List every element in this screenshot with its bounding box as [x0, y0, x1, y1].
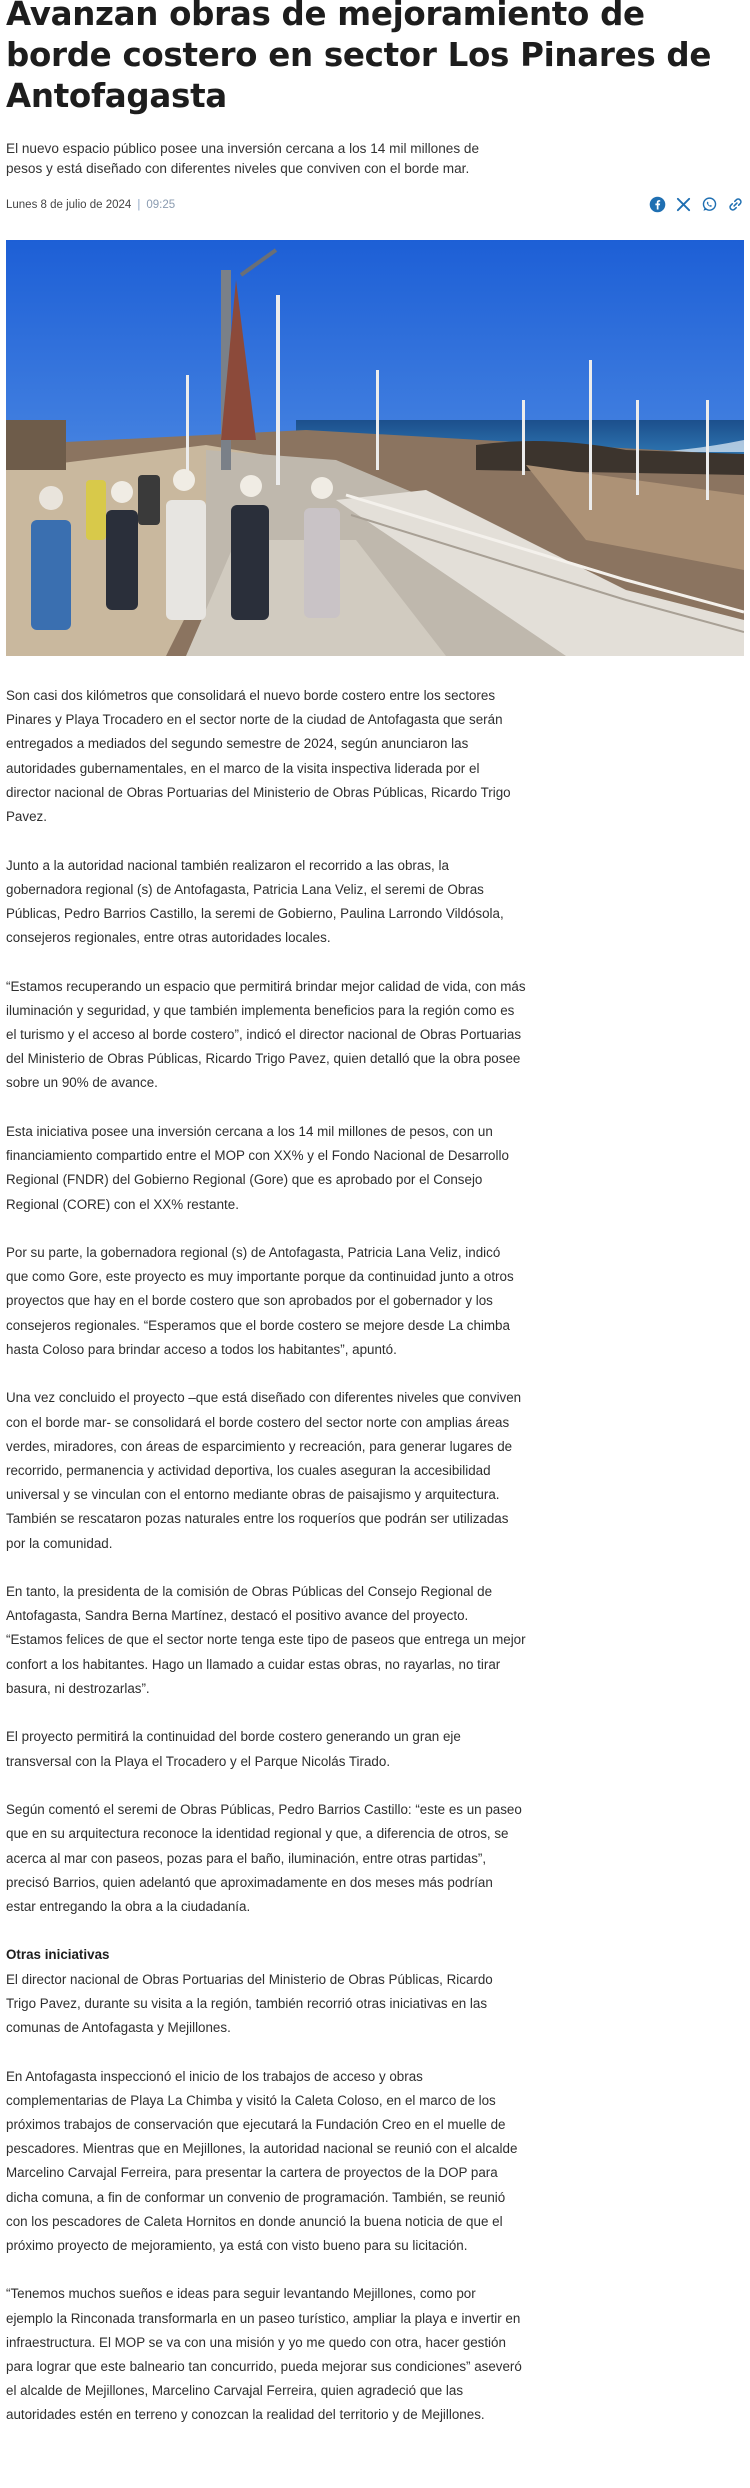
article-subtitle: El nuevo espacio público posee una inversión cercana a los 14 mil millones de pesos y está diseñado con diferentes niveles que conviven con el borde mar. [6, 141, 480, 176]
body-paragraph: Esta iniciativa posee una inversión cercana a los 14 mil millones de pesos, con un financiamiento compartido entre el MOP con XX% y el Fondo Nacional de Desarrollo Regional (FNDR) del Gobierno Regional (Gore) que es aprobado por el Consejo Regional (CORE) con el XX% restante. [6, 1123, 509, 1212]
link-icon[interactable] [727, 196, 744, 213]
share-bar [649, 196, 744, 213]
body-paragraph: El proyecto permitirá la continuidad del borde costero generando un gran eje transversal con la Playa el Trocadero y el Parque Nicolás Tirado. [6, 1729, 461, 1769]
publish-date: Lunes 8 de julio de 2024 [6, 199, 132, 211]
hero-photo [6, 240, 744, 656]
whatsapp-icon[interactable] [701, 196, 718, 213]
article-body [6, 684, 526, 2452]
x-icon[interactable] [675, 196, 692, 213]
section-heading: Otras iniciativas [6, 1947, 110, 1963]
body-paragraph: Una vez concluido el proyecto –que está diseñado con diferentes niveles que conviven con el borde mar- se consolidará el borde costero del sector norte con amplias áreas verdes, miradores, con áreas de esparcimiento y recreación, para generar lugares de recorrido, permanencia y actividad deportiva, los cuales aseguran la accesibilidad universal y se vinculan con el entorno mediante obras de paisajismo y arquitectura. También se rescataron pozas naturales entre los roqueríos que podrán ser utilizadas por la comunidad. [6, 1390, 522, 1551]
body-paragraph: Son casi dos kilómetros que consolidará el nuevo borde costero entre los sectores Pinares y Playa Trocadero en el sector norte de la ciudad de Antofagasta que serán entregados a mediados del segundo semestre de 2024, según anunciaron las autoridades gubernamentales, en el marco de la visita inspectiva liderada por el director nacional de Obras Portuarias del Ministerio de Obras Públicas, Ricardo Trigo Pavez. [6, 688, 511, 825]
article-meta [6, 199, 175, 211]
body-paragraph: El director nacional de Obras Portuarias del Ministerio de Obras Públicas, Ricardo Trigo Pavez, durante su visita a la región, también recorrió otras iniciativas en las comunas de Antofagasta y Mejillones. [6, 1971, 493, 2036]
body-paragraph: “Estamos recuperando un espacio que permitirá brindar mejor calidad de vida, con más iluminación y seguridad, y que también implementa beneficios para la región como es el turismo y el acceso al borde costero”, indicó el director nacional de Obras Portuarias del Ministerio de Obras Públicas, Ricardo Trigo Pavez, quien detalló que la obra posee sobre un 90% de avance. [6, 978, 526, 1091]
facebook-icon[interactable] [649, 196, 666, 213]
body-paragraph: “Tenemos muchos sueños e ideas para seguir levantando Mejillones, como por ejemplo la Rinconada transformarla en un paseo turístico, ampliar la playa e invertir en infraestructura. El MOP se va con una misión y yo me quedo con otra, hacer gestión para lograr que este balneario tan concurrido, pueda mejorar sus condiciones” aseveró el alcalde de Mejillones, Marcelino Carvajal Ferreira, quien agradeció que las autoridades estén en terreno y conozcan la realidad del territorio y de Mejillones. [6, 2286, 522, 2423]
body-paragraph: Junto a la autoridad nacional también realizaron el recorrido a las obras, la gobernadora regional (s) de Antofagasta, Patricia Lana Veliz, el seremi de Obras Públicas, Pedro Barrios Castillo, la seremi de Gobierno, Paulina Larrondo Vildósola, consejeros regionales, entre otras autoridades locales. [6, 857, 504, 946]
body-paragraph: En Antofagasta inspeccionó el inicio de los trabajos de acceso y obras complementarias de Playa La Chimba y visitó la Caleta Coloso, en el marco de los próximos trabajos de conservación que ejecutará la Fundación Creo en el muelle de pescadores. Mientras que en Mejillones, la autoridad nacional se reunió con el alcalde Marcelino Carvajal Ferreira, para presentar la cartera de proyectos de la DOP para dicha comuna, a fin de conformar un convenio de programación. También, se reunió con los pescadores de Caleta Hornitos en donde anunció la buena noticia de que el próximo proyecto de mejoramiento, ya está con visto bueno para su licitación. [6, 2068, 518, 2253]
meta-separator: | [137, 199, 141, 211]
publish-time: 09:25 [146, 199, 176, 211]
body-paragraph: Por su parte, la gobernadora regional (s) de Antofagasta, Patricia Lana Veliz, indicó que como Gore, este proyecto es muy importante porque da continuidad junto a otros proyectos que hay en el borde costero que son aprobados por el gobernador y los consejeros regionales. “Esperamos que el borde costero se mejore desde La chimba hasta Coloso para brindar acceso a todos los habitantes”, apuntó. [6, 1245, 514, 1357]
article-title: Avanzan obras de mejoramiento de borde costero en sector Los Pinares de Antofagasta [6, 0, 712, 115]
body-paragraph: En tanto, la presidenta de la comisión de Obras Públicas del Consejo Regional de Antofagasta, Sandra Berna Martínez, destacó el positivo avance del proyecto. “Estamos felices de que el sector norte tenga este tipo de paseos que entrega un mejor confort a los habitantes. Hago un llamado a cuidar estas obras, no rayarlas, no tirar basura, ni destrozarlas”. [6, 1584, 526, 1696]
body-paragraph: Según comentó el seremi de Obras Públicas, Pedro Barrios Castillo: “este es un paseo que en su arquitectura reconoce la identidad regional y que, a diferencia de otros, se acerca al mar con paseos, pozas para el baño, iluminación, entre otras partidas”, precisó Barrios, quien adelantó que aproximadamente en dos meses más podrían estar entregando la obra a la ciudadanía. [6, 1802, 522, 1914]
